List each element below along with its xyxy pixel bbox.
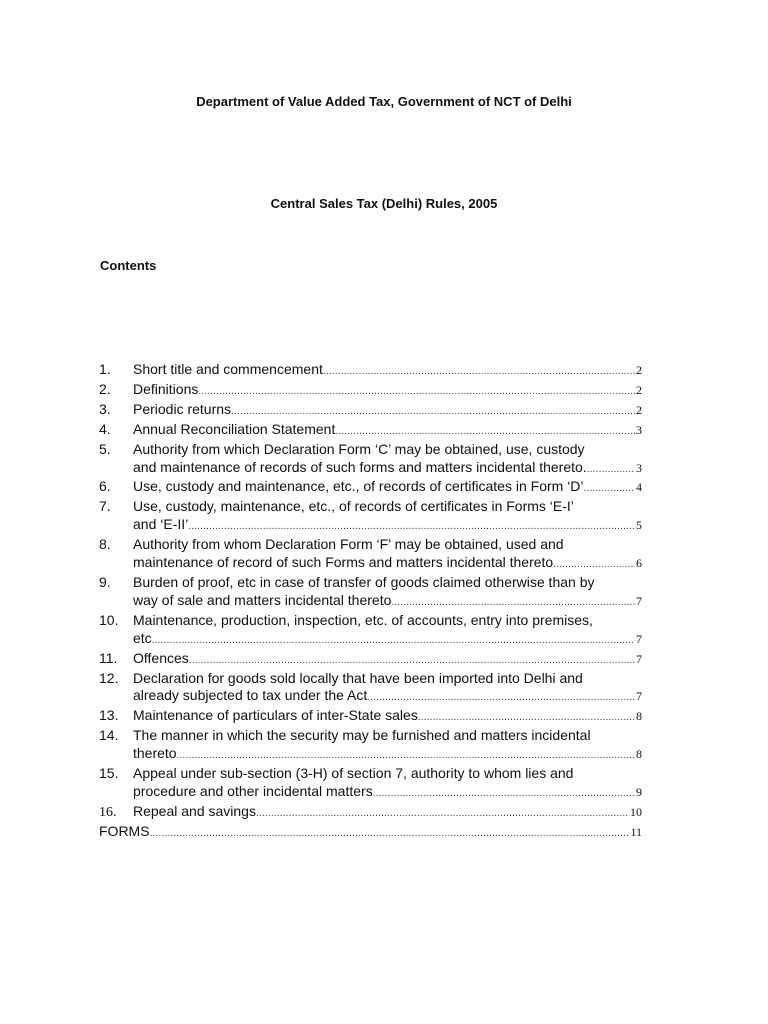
toc-entry-title: Annual Reconciliation Statement bbox=[133, 420, 336, 437]
toc-entry-title: Periodic returns bbox=[133, 400, 232, 417]
toc-page-number: 5 bbox=[636, 518, 642, 533]
toc-entry-number: 3. bbox=[99, 400, 111, 417]
toc-entry[interactable] bbox=[99, 498, 642, 536]
toc-page-number: 6 bbox=[636, 556, 642, 571]
toc-entry-title: Definitions bbox=[133, 380, 199, 397]
toc-entry-number: 4. bbox=[99, 420, 111, 437]
toc-entry-number: 8. bbox=[99, 536, 111, 553]
toc-entry-forms[interactable] bbox=[99, 823, 642, 843]
toc-entry-number: 9. bbox=[99, 573, 111, 590]
toc-entry[interactable] bbox=[99, 650, 642, 670]
toc-page-number: 2 bbox=[636, 382, 642, 397]
toc-page-number: 10 bbox=[630, 804, 642, 819]
toc-entry-number: 6. bbox=[99, 478, 111, 495]
dot-leader bbox=[367, 689, 635, 707]
toc-entry[interactable] bbox=[99, 421, 642, 441]
toc-page-number: 7 bbox=[636, 593, 642, 608]
toc-entry-number: 11. bbox=[99, 649, 118, 666]
toc-entry-number: 16. bbox=[99, 804, 117, 820]
toc-entry-title: Maintenance, production, inspection, etc. of accounts, entry into premises, bbox=[133, 611, 593, 628]
toc-entry-title: Repeal and savings bbox=[133, 802, 256, 819]
toc-entry[interactable] bbox=[99, 478, 642, 498]
toc-entry-title: Use, custody and maintenance, etc., of records of certificates in Form ‘D’ bbox=[133, 478, 584, 495]
toc-page-number: 9 bbox=[636, 784, 642, 799]
department-heading: Department of Value Added Tax, Government of NCT of Delhi bbox=[196, 94, 572, 109]
toc-entry-title: etc bbox=[133, 629, 152, 646]
toc-entry-title: Declaration for goods sold locally that have been imported into Delhi and bbox=[133, 669, 583, 686]
toc-page-number: 11 bbox=[630, 824, 642, 839]
toc-entry[interactable] bbox=[99, 707, 642, 727]
contents-heading: Contents bbox=[100, 258, 157, 273]
toc-entry-title: Burden of proof, etc in case of transfer of goods claimed otherwise than by bbox=[133, 573, 595, 590]
toc-entry-title: Offences bbox=[133, 649, 189, 666]
toc-entry-title: and maintenance of records of such forms and matters incidental thereto. bbox=[133, 458, 587, 475]
toc-entry[interactable] bbox=[99, 381, 642, 401]
dot-leader bbox=[198, 383, 635, 401]
dot-leader bbox=[335, 423, 635, 441]
toc-page-number: 8 bbox=[636, 709, 642, 724]
document-title: Central Sales Tax (Delhi) Rules, 2005 bbox=[270, 196, 498, 211]
dot-leader bbox=[152, 632, 635, 650]
toc-entry-title: maintenance of record of such Forms and matters incidental thereto bbox=[133, 554, 554, 571]
toc-entry[interactable] bbox=[99, 803, 642, 823]
toc-entry-title: thereto bbox=[133, 745, 177, 762]
toc-entry-number: 1. bbox=[99, 361, 111, 377]
toc-entry-number: 7. bbox=[99, 498, 111, 515]
toc-entry-title: Maintenance of particulars of inter-State sales bbox=[133, 707, 418, 724]
dot-leader bbox=[323, 363, 635, 381]
dot-leader bbox=[188, 518, 635, 536]
toc-entry-title: FORMS bbox=[99, 822, 150, 839]
dot-leader bbox=[150, 825, 630, 843]
toc-entry-title: The manner in which the security may be furnished and matters incidental bbox=[133, 727, 591, 744]
toc-entry-title: Authority from whom Declaration Form ‘F’ may be obtained, used and bbox=[133, 536, 564, 553]
dot-leader bbox=[231, 403, 635, 421]
toc-page-number: 7 bbox=[636, 651, 642, 666]
toc-entry-title: procedure and other incidental matters bbox=[133, 782, 373, 799]
dot-leader bbox=[587, 461, 635, 479]
toc-entry-number: 13. bbox=[99, 707, 119, 724]
dot-leader bbox=[373, 785, 635, 803]
toc-entry-title: Use, custody, maintenance, etc., of records of certificates in Forms ‘E-I’ bbox=[133, 498, 574, 515]
toc-entry[interactable] bbox=[99, 441, 642, 479]
toc-entry-number: 5. bbox=[99, 440, 111, 457]
toc-page-number: 2 bbox=[636, 363, 642, 377]
toc-entry[interactable] bbox=[99, 574, 642, 612]
toc-entry[interactable] bbox=[99, 612, 642, 650]
toc-page-number: 3 bbox=[636, 422, 642, 437]
toc-entry[interactable] bbox=[99, 401, 642, 421]
toc-entry-number: 12. bbox=[99, 669, 119, 686]
toc-entry[interactable] bbox=[99, 727, 642, 765]
toc-entry-title: way of sale and matters incidental thereto bbox=[133, 591, 392, 608]
toc-page-number: 8 bbox=[636, 747, 642, 762]
toc-page-number: 7 bbox=[636, 631, 642, 646]
toc-entry[interactable] bbox=[99, 536, 642, 574]
toc-page-number: 2 bbox=[636, 402, 642, 417]
toc-page-number: 7 bbox=[636, 689, 642, 704]
toc-entry-title: Short title and commencement bbox=[133, 361, 323, 377]
toc-entry[interactable] bbox=[99, 765, 642, 803]
dot-leader bbox=[553, 556, 635, 574]
toc-entry[interactable] bbox=[99, 361, 642, 381]
toc-entry-title: Authority from which Declaration Form ‘C’ may be obtained, use, custody bbox=[133, 440, 585, 457]
toc-entry-number: 14. bbox=[99, 727, 119, 744]
toc-entry-number: 15. bbox=[99, 765, 119, 782]
toc-entry-title: already subjected to tax under the Act bbox=[133, 687, 368, 704]
dot-leader bbox=[391, 594, 635, 612]
toc-entry-title: and ‘E-II’ bbox=[133, 516, 189, 533]
toc-page-number: 4 bbox=[636, 480, 642, 495]
toc-page-number: 3 bbox=[636, 460, 642, 475]
toc-entry[interactable] bbox=[99, 670, 642, 708]
dot-leader bbox=[177, 747, 635, 765]
toc-entry-number: 10. bbox=[99, 611, 119, 628]
toc-entry-title: Appeal under sub-section (3-H) of section 7, authority to whom lies and bbox=[133, 765, 574, 782]
dot-leader bbox=[189, 652, 635, 670]
dot-leader bbox=[584, 480, 635, 498]
table-of-contents bbox=[99, 361, 642, 843]
toc-entry-number: 2. bbox=[99, 380, 111, 397]
dot-leader bbox=[418, 709, 635, 727]
dot-leader bbox=[256, 805, 629, 823]
